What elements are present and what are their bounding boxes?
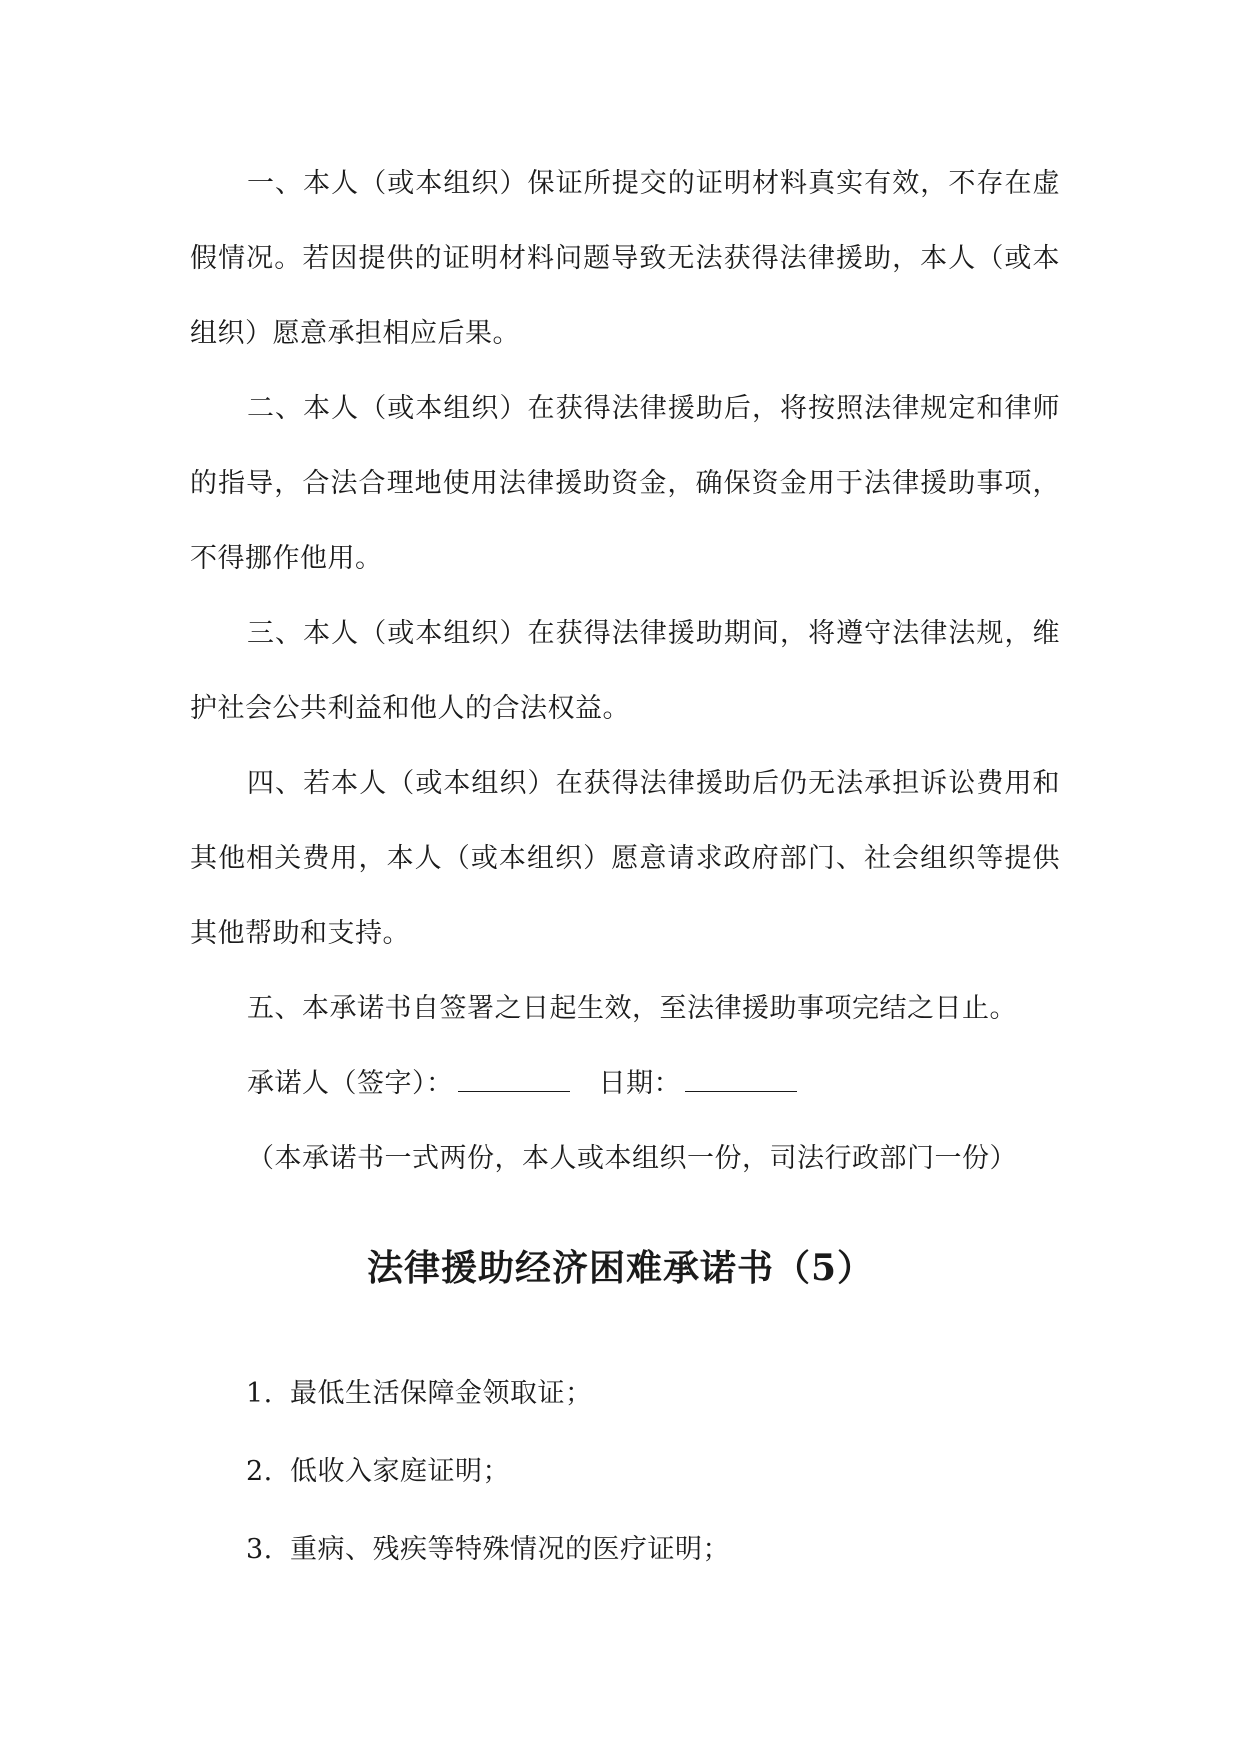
copies-note: （本承诺书一式两份，本人或本组织一份，司法行政部门一份） xyxy=(247,1143,1017,1174)
paragraph-3: 三、本人（或本组织）在获得法律援助期间，将遵守法律法规，维护社会公共利益和他人的合法权益。 xyxy=(190,618,1060,724)
list-item xyxy=(246,1511,730,1589)
signature-blank xyxy=(458,1063,570,1092)
list-item-text: 低收入家庭证明； xyxy=(290,1456,510,1487)
list-item xyxy=(246,1433,730,1511)
signer-label: 承诺人（签字）： xyxy=(247,1068,454,1099)
date-label: 日期： xyxy=(598,1068,682,1099)
paragraph-5: 五、本承诺书自签署之日起生效，至法律援助事项完结之日止。 xyxy=(247,993,1017,1024)
commitment-body xyxy=(190,146,1060,1196)
paragraph-4: 四、若本人（或本组织）在获得法律援助后仍无法承担诉讼费用和其他相关费用，本人（或本组织）愿意请求政府部门、社会组织等提供其他帮助和支持。 xyxy=(190,768,1060,949)
list-item-text: 最低生活保障金领取证； xyxy=(290,1378,593,1409)
document-title: 法律援助经济困难承诺书（5） xyxy=(366,1247,875,1289)
list-item-text: 重病、残疾等特殊情况的医疗证明； xyxy=(290,1534,730,1565)
paragraph-2: 二、本人（或本组织）在获得法律援助后，将按照法律规定和律师的指导，合法合理地使用法律援助资金，确保资金用于法律援助事项，不得挪作他用。 xyxy=(190,393,1060,574)
list-item-number: 1. xyxy=(246,1378,273,1409)
list-item-number: 3. xyxy=(246,1534,273,1565)
signature-line xyxy=(190,1046,1060,1121)
proof-list xyxy=(246,1355,730,1589)
list-item-number: 2. xyxy=(246,1456,273,1487)
paragraph-1: 一、本人（或本组织）保证所提交的证明材料真实有效，不存在虚假情况。若因提供的证明材料问题导致无法获得法律援助，本人（或本组织）愿意承担相应后果。 xyxy=(190,168,1060,349)
date-blank xyxy=(685,1063,797,1092)
list-item xyxy=(246,1355,730,1433)
